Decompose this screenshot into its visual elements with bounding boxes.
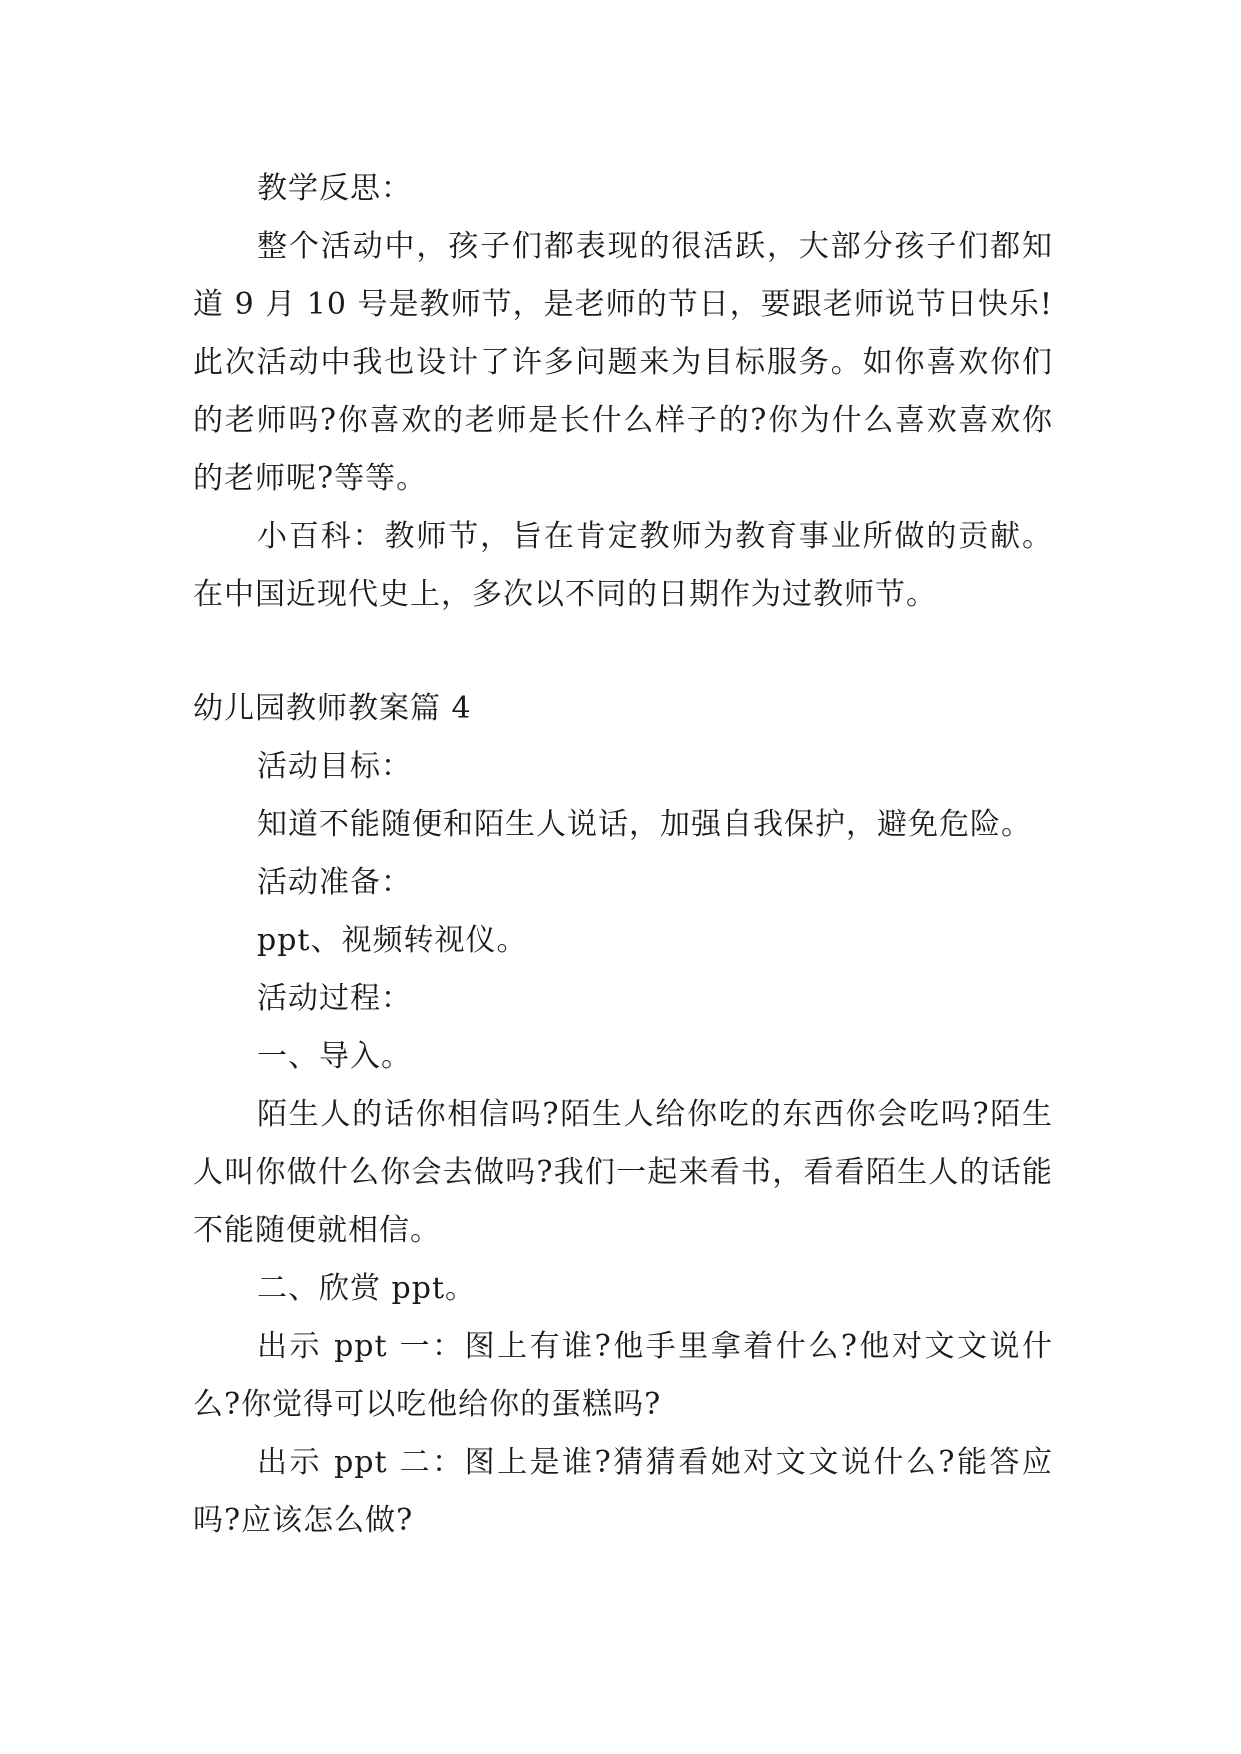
- step1-title: 一、导入。: [257, 1039, 412, 1074]
- reflection-body: 整个活动中，孩子们都表现的很活跃，大部分孩子们都知道 9 月 10 号是教师节，是老师的节日，要跟老师说节日快乐!此次活动中我也设计了许多问题来为目标服务。如你喜欢你们的老师吗?你喜欢的老师是长什么样子的?你为什么喜欢喜欢你的老师呢?等等。: [193, 229, 1053, 496]
- prep-title: 活动准备：: [257, 865, 412, 900]
- section-spacer: [193, 624, 1053, 680]
- goal-body: 知道不能随便和陌生人说话，加强自我保护，避免危险。: [257, 807, 1032, 842]
- step1-body: 陌生人的话你相信吗?陌生人给你吃的东西你会吃吗?陌生人叫你做什么你会去做吗?我们一起来看书，看看陌生人的话能不能随便就相信。: [193, 1097, 1053, 1248]
- prep-body: ppt、视频转视仪。: [257, 923, 528, 958]
- process-title: 活动过程：: [257, 981, 412, 1016]
- ppt2-paragraph: 出示 ppt 二：图上是谁?猜猜看她对文文说什么?能答应吗?应该怎么做?: [193, 1445, 1053, 1538]
- section-heading: 幼儿园教师教案篇 4: [193, 691, 472, 726]
- step2-title: 二、欣赏 ppt。: [257, 1271, 476, 1306]
- encyclopedia-note: 小百科：教师节，旨在肯定教师为教育事业所做的贡献。在中国近现代史上，多次以不同的日期作为过教师节。: [193, 519, 1053, 612]
- ppt1-paragraph: 出示 ppt 一：图上有谁?他手里拿着什么?他对文文说什么?你觉得可以吃他给你的蛋糕吗?: [193, 1329, 1053, 1422]
- reflection-title: 教学反思：: [257, 171, 412, 206]
- document-body: [193, 160, 1053, 1550]
- goal-title: 活动目标：: [257, 749, 412, 784]
